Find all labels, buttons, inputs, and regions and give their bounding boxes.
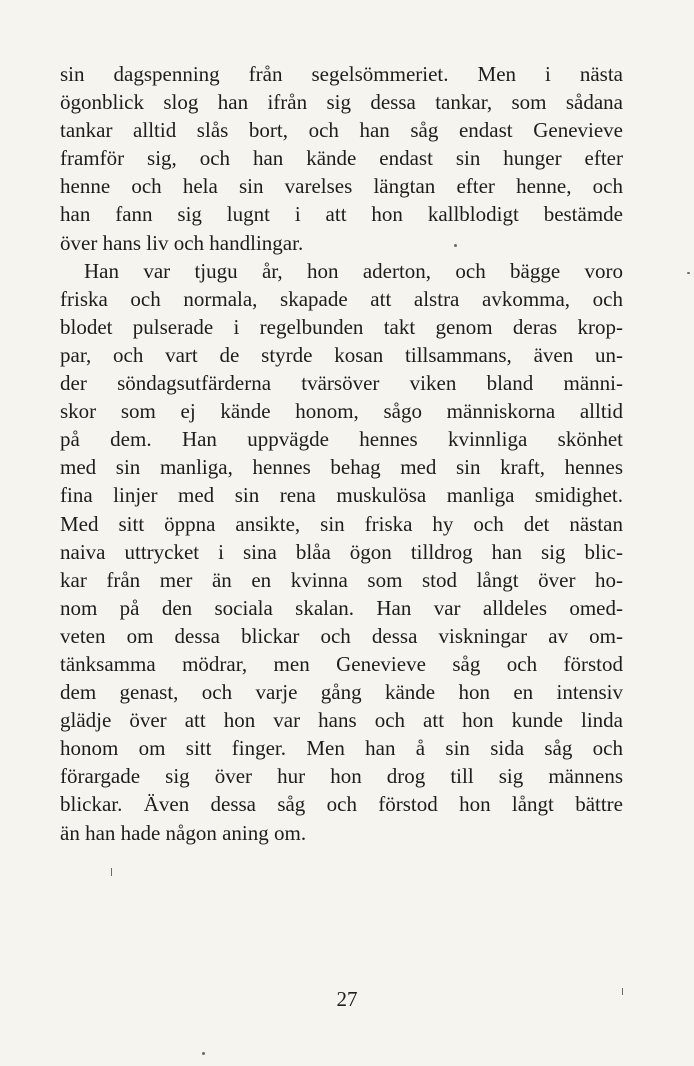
text-line: blodet pulserade i regelbunden takt genom deras krop- [60, 314, 623, 339]
text-line: han fann sig lugnt i att hon kallblodigt bestämde [60, 202, 623, 227]
text-line: framför sig, och han kände endast sin hunger efter [60, 146, 623, 171]
ink-speck [622, 988, 623, 995]
ink-speck [687, 272, 690, 274]
text-line: Med sitt öppna ansikte, sin friska hy och det nästan [60, 511, 623, 536]
text-line: blickar. Även dessa såg och förstod hon långt bättre [60, 792, 623, 817]
text-line: naiva uttrycket i sina blåa ögon tilldrog han sig blic- [60, 539, 623, 564]
text-line: nom på den sociala skalan. Han var alldeles omed- [60, 595, 623, 620]
text-line: glädje över att hon var hans och att hon kunde linda [60, 708, 623, 733]
text-line: sin dagspenning från segelsömmeriet. Men i nästa [60, 62, 623, 86]
text-line: par, och vart de styrde kosan tillsammans, även un- [60, 342, 623, 367]
text-line: veten om dessa blickar och dessa viskningar av om- [60, 623, 623, 648]
text-line: ögonblick slog han ifrån sig dessa tankar, som sådana [60, 90, 623, 115]
text-line: kar från mer än en kvinna som stod långt över ho- [60, 567, 623, 592]
text-line: över hans liv och handlingar. [60, 230, 304, 255]
paragraph-1 [60, 60, 623, 257]
text-line: Han var tjugu år, hon aderton, och bägge voro [84, 258, 623, 283]
text-line: på dem. Han uppvägde hennes kvinnliga skönhet [60, 427, 623, 452]
text-line: än han hade någon aning om. [60, 820, 307, 845]
ink-speck [111, 868, 112, 876]
text-line: tankar alltid slås bort, och han såg endast Genevieve [60, 118, 623, 143]
ink-speck [202, 1052, 205, 1055]
text-line: der söndagsutfärderna tvärsöver viken bland männi- [60, 371, 623, 396]
text-line: tänksamma mödrar, men Genevieve såg och förstod [60, 651, 623, 676]
body-text [60, 60, 623, 847]
text-line: skor som ej kände honom, sågo människorna alltid [60, 399, 623, 424]
page-number: 27 [336, 987, 358, 1011]
text-line: fina linjer med sin rena muskulösa manliga smidighet. [60, 483, 623, 508]
text-line: förargade sig över hur hon drog till sig männens [60, 764, 623, 789]
text-line: med sin manliga, hennes behag med sin kraft, hennes [60, 455, 623, 480]
text-line: dem genast, och varje gång kände hon en intensiv [60, 680, 623, 705]
ink-speck [454, 244, 457, 247]
text-line: friska och normala, skapade att alstra avkomma, och [60, 286, 623, 311]
text-line: honom om sitt finger. Men han å sin sida såg och [60, 736, 623, 761]
paragraph-2 [60, 257, 623, 847]
text-line: henne och hela sin varelses längtan efter henne, och [60, 174, 623, 199]
